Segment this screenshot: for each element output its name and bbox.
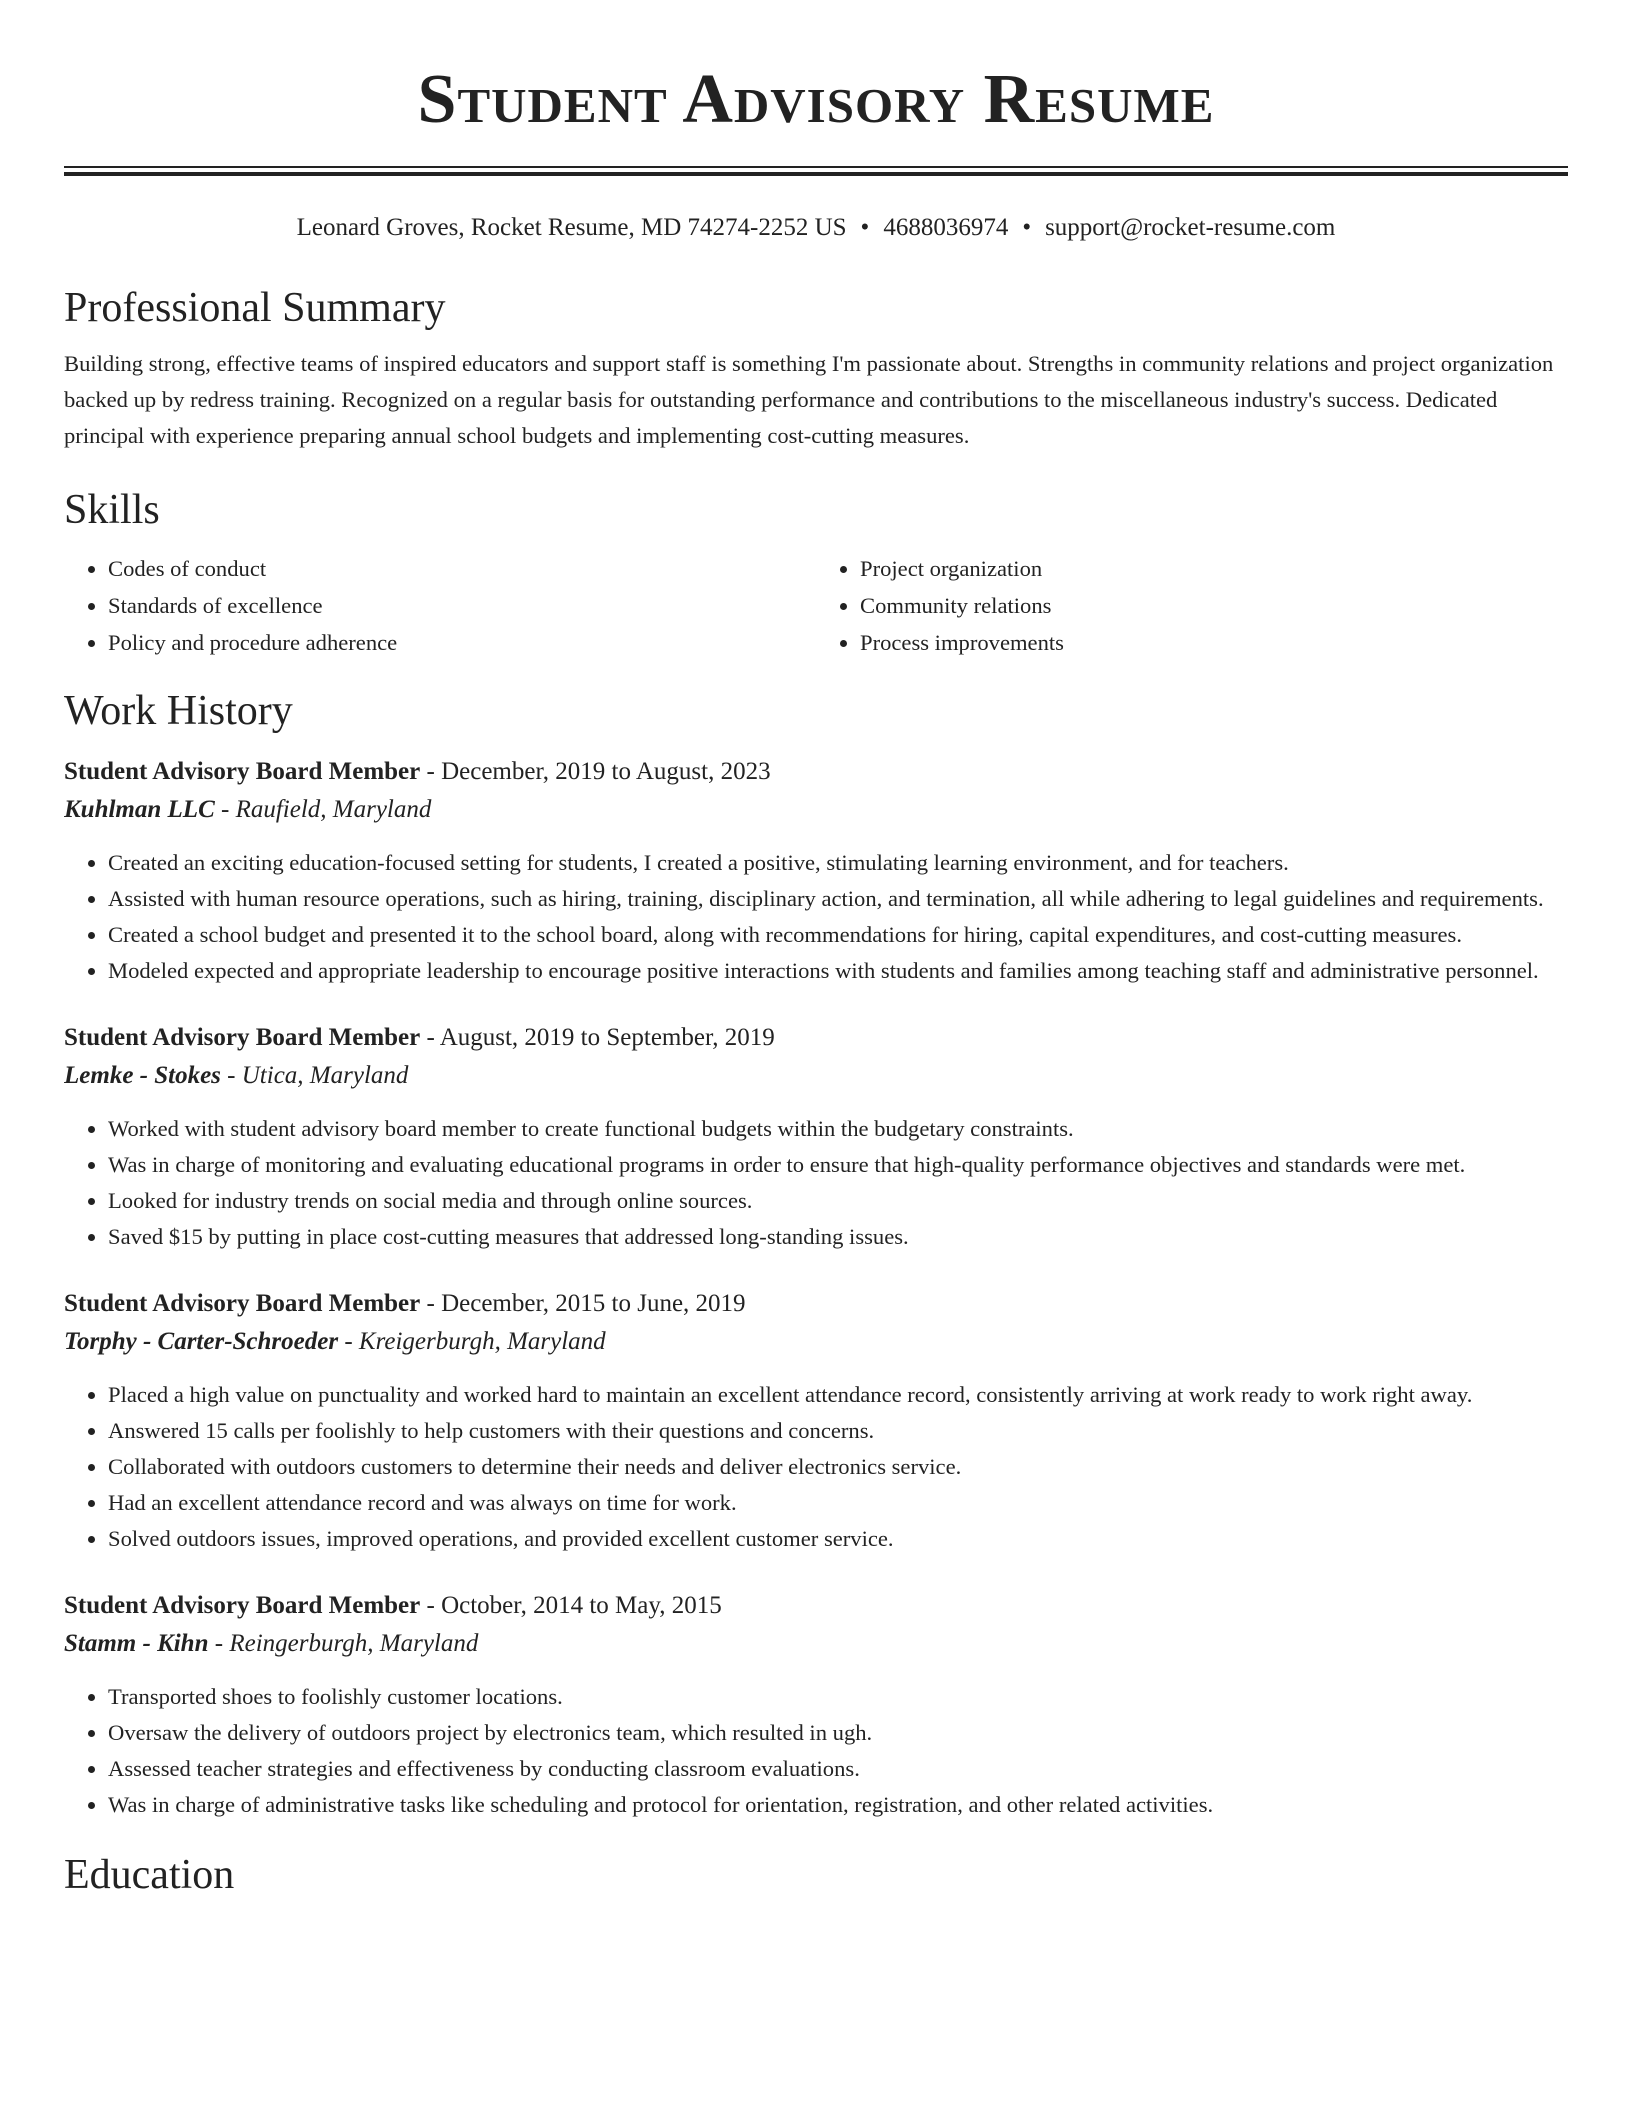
job-location: - Reingerburgh, Maryland <box>208 1630 479 1657</box>
skills-column-right <box>816 550 1568 661</box>
job-title-line <box>64 753 1568 791</box>
education-heading: Education <box>64 1852 235 1898</box>
resume-title: Student Advisory Resume <box>417 61 1215 138</box>
job-role: Student Advisory Board Member <box>64 1290 421 1317</box>
title-divider <box>64 166 1568 176</box>
resume-page <box>64 0 1568 2112</box>
contact-line <box>64 212 1568 244</box>
job-title-line <box>64 1019 1568 1057</box>
job-entry <box>64 1019 1568 1255</box>
job-bullet: • Assessed teacher strategies and effectiveness by conducting classroom evaluations. <box>108 1751 1568 1787</box>
contact-separator: • <box>1022 214 1032 241</box>
job-bullets <box>64 1377 1568 1557</box>
job-title-line <box>64 1285 1568 1323</box>
job-bullet: • Looked for industry trends on social media and through online sources. <box>108 1183 1568 1219</box>
job-company: Kuhlman LLC <box>64 796 215 823</box>
job-bullets <box>64 1679 1568 1823</box>
skill-item: • Community relations <box>860 587 1568 624</box>
job-bullet: • Was in charge of monitoring and evaluating educational programs in order to ensure that high-quality performance objectives and standards were met. <box>108 1147 1568 1183</box>
job-bullet: • Created a school budget and presented it to the school board, along with recommendations for hiring, capital expenditures, and cost-cutting measures. <box>108 917 1568 953</box>
summary-heading: Professional Summary <box>64 285 446 331</box>
job-dates: - December, 2015 to June, 2019 <box>420 1290 746 1317</box>
skill-item: • Policy and procedure adherence <box>108 624 816 661</box>
job-bullet: • Transported shoes to foolishly customer locations. <box>108 1679 1568 1715</box>
job-dates: - August, 2019 to September, 2019 <box>420 1024 775 1051</box>
job-bullets <box>64 845 1568 989</box>
contact-phone: 4688036974 <box>883 214 1009 241</box>
job-role: Student Advisory Board Member <box>64 758 421 785</box>
contact-address: Leonard Groves, Rocket Resume, MD 74274-2252 US <box>296 214 847 241</box>
job-bullet: • Was in charge of administrative tasks like scheduling and protocol for orientation, registration, and other related activities. <box>108 1787 1568 1823</box>
job-bullet: • Answered 15 calls per foolishly to help customers with their questions and concerns. <box>108 1413 1568 1449</box>
skill-item: • Standards of excellence <box>108 587 816 624</box>
job-bullet: • Oversaw the delivery of outdoors project by electronics team, which resulted in ugh. <box>108 1715 1568 1751</box>
job-title-line <box>64 1587 1568 1625</box>
job-bullet: • Created an exciting education-focused setting for students, I created a positive, stimulating learning environment, and for teachers. <box>108 845 1568 881</box>
job-bullet: • Modeled expected and appropriate leadership to encourage positive interactions with students and families among teaching staff and administrative personnel. <box>108 953 1568 989</box>
job-company: Stamm - Kihn <box>64 1630 209 1657</box>
job-bullets <box>64 1111 1568 1255</box>
job-dates: - December, 2019 to August, 2023 <box>420 758 771 785</box>
job-location: - Kreigerburgh, Maryland <box>338 1328 606 1355</box>
job-company-line <box>64 1057 1568 1095</box>
job-bullet: • Placed a high value on punctuality and worked hard to maintain an excellent attendance record, consistently arriving at work ready to work right away. <box>108 1377 1568 1413</box>
job-role: Student Advisory Board Member <box>64 1592 421 1619</box>
job-location: - Raufield, Maryland <box>214 796 432 823</box>
job-bullet: • Collaborated with outdoors customers to determine their needs and deliver electronics service. <box>108 1449 1568 1485</box>
job-company: Torphy - Carter-Schroeder <box>64 1328 339 1355</box>
job-bullet: • Assisted with human resource operations, such as hiring, training, disciplinary action, and termination, all while adhering to legal guidelines and requirements. <box>108 881 1568 917</box>
job-entry <box>64 1587 1568 1823</box>
job-bullet: • Had an excellent attendance record and was always on time for work. <box>108 1485 1568 1521</box>
skills-column-left <box>64 550 816 661</box>
job-location: - Utica, Maryland <box>220 1062 409 1089</box>
job-company-line <box>64 1625 1568 1663</box>
job-company: Lemke - Stokes <box>64 1062 221 1089</box>
job-entry <box>64 753 1568 989</box>
skill-item: • Project organization <box>860 550 1568 587</box>
job-company-line <box>64 791 1568 829</box>
job-bullet: • Saved $15 by putting in place cost-cutting measures that addressed long-standing issues. <box>108 1219 1568 1255</box>
skill-item: • Process improvements <box>860 624 1568 661</box>
work-history-heading: Work History <box>64 688 293 734</box>
summary-text: Building strong, effective teams of inspired educators and support staff is something I'm passionate about. Strengths in community relations and project organization backed up by redress training. Recognized on a regular basis for outstanding performance and contributions to the miscellaneous industry's success. Dedicated principal with experience preparing annual school budgets and implementing cost-cutting measures. <box>64 351 1554 448</box>
contact-email: support@rocket-resume.com <box>1045 214 1336 241</box>
contact-separator: • <box>860 214 870 241</box>
skills-heading: Skills <box>64 487 160 533</box>
job-company-line <box>64 1323 1568 1361</box>
job-dates: - October, 2014 to May, 2015 <box>420 1592 722 1619</box>
job-role: Student Advisory Board Member <box>64 1024 421 1051</box>
skill-item: • Codes of conduct <box>108 550 816 587</box>
job-bullet: • Solved outdoors issues, improved operations, and provided excellent customer service. <box>108 1521 1568 1557</box>
skills-grid <box>64 550 1568 661</box>
job-entry <box>64 1285 1568 1557</box>
job-bullet: • Worked with student advisory board member to create functional budgets within the budgetary constraints. <box>108 1111 1568 1147</box>
